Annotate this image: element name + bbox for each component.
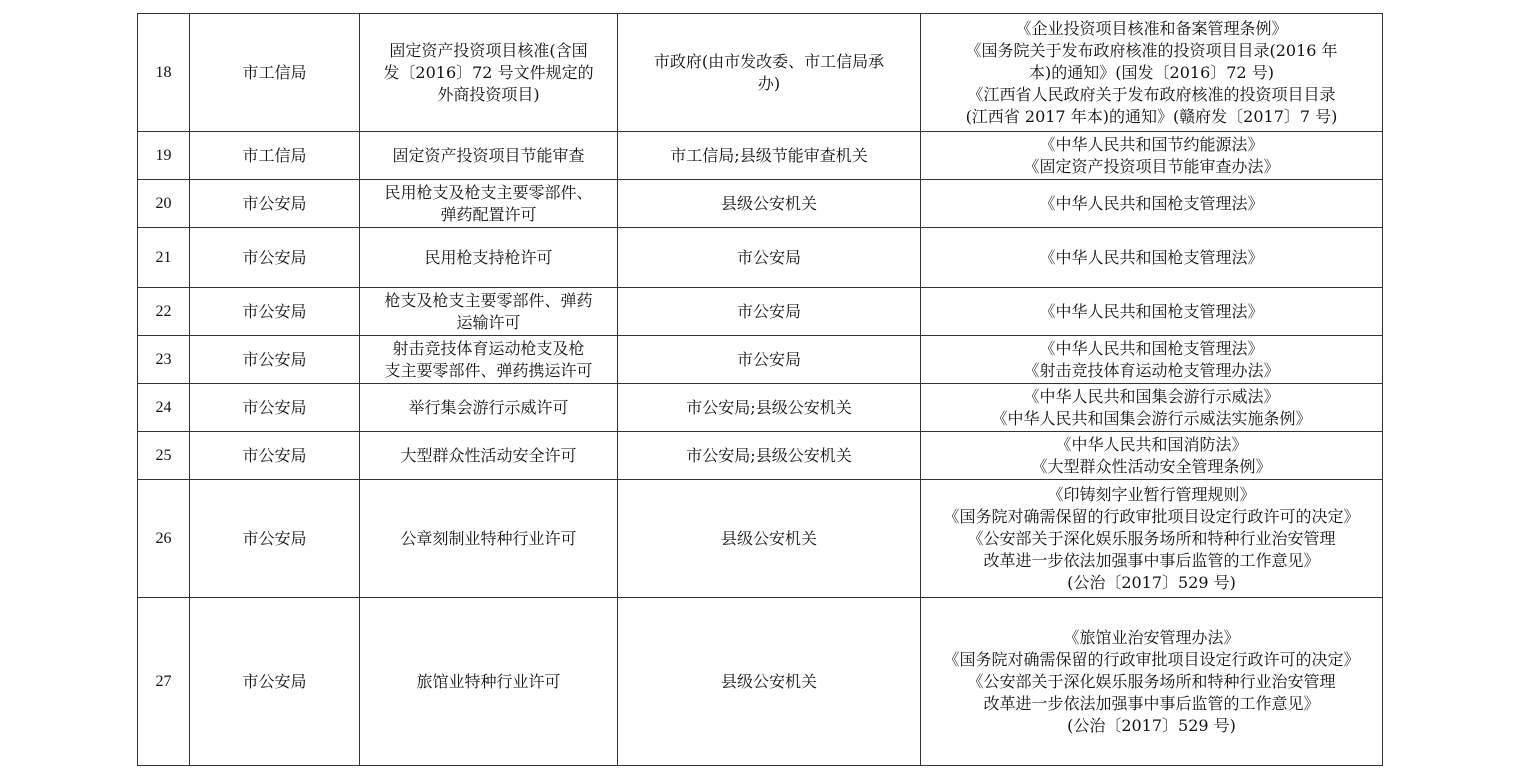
row-number: 22 [138, 288, 190, 336]
legal-basis-cell [921, 480, 1383, 598]
item-name-line: 举行集会游行示威许可 [408, 397, 569, 417]
row-number: 24 [138, 384, 190, 432]
item-name-line: 射击竞技体育运动枪支及枪 [392, 338, 585, 358]
legal-basis-line: 改革进一步依法加强事中事后监管的工作意见》 [983, 550, 1320, 570]
authority-line: 市公安局;县级公安机关 [686, 445, 852, 465]
item-name-line: 固定资产投资项目节能审查 [392, 145, 585, 165]
legal-basis-line: 《中华人民共和国枪支管理法》 [1039, 338, 1264, 358]
table-row [138, 432, 1383, 480]
department-cell: 市公安局 [190, 336, 360, 384]
item-name-line: 民用枪支持枪许可 [424, 247, 553, 267]
authority-line: 县级公安机关 [720, 671, 817, 691]
table-row [138, 336, 1383, 384]
item-name-line: 公章刻制业特种行业许可 [400, 528, 577, 548]
department-cell: 市公安局 [190, 598, 360, 766]
legal-basis-cell [921, 132, 1383, 180]
authority-cell [618, 288, 921, 336]
department-cell: 市公安局 [190, 480, 360, 598]
authority-line: 市公安局 [736, 301, 801, 321]
authority-line: 市政府(由市发改委、市工信局承 [653, 51, 885, 71]
authority-line: 市工信局;县级节能审查机关 [670, 145, 868, 165]
legal-basis-cell [921, 336, 1383, 384]
authority-line: 市公安局 [736, 349, 801, 369]
legal-basis-cell [921, 14, 1383, 132]
row-number: 20 [138, 180, 190, 228]
department-cell: 市工信局 [190, 132, 360, 180]
legal-basis-line: 《中华人民共和国节约能源法》 [1039, 134, 1264, 154]
department-cell: 市公安局 [190, 228, 360, 288]
item-name-cell [360, 288, 618, 336]
item-name-cell [360, 432, 618, 480]
legal-basis-cell [921, 598, 1383, 766]
legal-basis-line: 《国务院对确需保留的行政审批项目设定行政许可的决定》 [943, 506, 1360, 526]
legal-basis-line: 《大型群众性活动安全管理条例》 [1031, 456, 1272, 476]
legal-basis-line: (公治〔2017〕529 号) [1067, 715, 1236, 735]
row-number: 19 [138, 132, 190, 180]
department-cell: 市工信局 [190, 14, 360, 132]
legal-basis-cell [921, 384, 1383, 432]
legal-basis-cell [921, 228, 1383, 288]
item-name-cell [360, 14, 618, 132]
approval-items-table [137, 13, 1383, 766]
item-name-cell [360, 480, 618, 598]
item-name-line: 固定资产投资项目核准(含国 [389, 40, 588, 60]
item-name-cell [360, 228, 618, 288]
legal-basis-cell [921, 432, 1383, 480]
item-name-line: 弹药配置许可 [440, 204, 537, 224]
authority-cell [618, 132, 921, 180]
table-row [138, 598, 1383, 766]
item-name-line: 运输许可 [456, 312, 521, 332]
legal-basis-line: 《公安部关于深化娱乐服务场所和特种行业治安管理 [967, 671, 1336, 691]
table-row [138, 180, 1383, 228]
table-row [138, 480, 1383, 598]
authority-cell [618, 14, 921, 132]
row-number: 25 [138, 432, 190, 480]
authority-cell [618, 598, 921, 766]
legal-basis-line: 《中华人民共和国集会游行示威法》 [1023, 386, 1280, 406]
authority-cell [618, 384, 921, 432]
item-name-line: 外商投资项目) [437, 84, 540, 104]
department-cell: 市公安局 [190, 180, 360, 228]
legal-basis-line: 《江西省人民政府关于发布政府核准的投资项目目录 [967, 84, 1336, 104]
legal-basis-line: 《中华人民共和国消防法》 [1055, 434, 1248, 454]
item-name-line: 枪支及枪支主要零部件、弹药 [384, 290, 593, 310]
department-cell: 市公安局 [190, 288, 360, 336]
legal-basis-line: 《射击竞技体育运动枪支管理办法》 [1023, 360, 1280, 380]
department-cell: 市公安局 [190, 432, 360, 480]
authority-line: 县级公安机关 [720, 193, 817, 213]
item-name-cell [360, 180, 618, 228]
authority-line: 办) [757, 73, 781, 93]
item-name-cell [360, 132, 618, 180]
item-name-line: 大型群众性活动安全许可 [400, 445, 577, 465]
department-cell: 市公安局 [190, 384, 360, 432]
legal-basis-line: (公治〔2017〕529 号) [1067, 572, 1236, 592]
table-row [138, 132, 1383, 180]
legal-basis-line: 《国务院关于发布政府核准的投资项目目录(2016 年 [965, 40, 1338, 60]
authority-cell [618, 432, 921, 480]
table-row [138, 228, 1383, 288]
legal-basis-line: 《企业投资项目核准和备案管理条例》 [1015, 18, 1288, 38]
table-row [138, 14, 1383, 132]
legal-basis-line: 《中华人民共和国枪支管理法》 [1039, 301, 1264, 321]
legal-basis-line: 《中华人民共和国枪支管理法》 [1039, 247, 1264, 267]
legal-basis-line: 本)的通知》(国发〔2016〕72 号) [1029, 62, 1274, 82]
item-name-line: 发〔2016〕72 号文件规定的 [383, 62, 594, 82]
legal-basis-line: 《国务院对确需保留的行政审批项目设定行政许可的决定》 [943, 649, 1360, 669]
authority-line: 县级公安机关 [720, 528, 817, 548]
item-name-cell [360, 336, 618, 384]
authority-cell [618, 228, 921, 288]
authority-line: 市公安局;县级公安机关 [686, 397, 852, 417]
row-number: 26 [138, 480, 190, 598]
legal-basis-line: 《印铸刻字业暂行管理规则》 [1047, 484, 1256, 504]
legal-basis-line: 《中华人民共和国集会游行示威法实施条例》 [991, 408, 1312, 428]
table-row [138, 288, 1383, 336]
legal-basis-cell [921, 180, 1383, 228]
table-body [138, 14, 1383, 766]
table-row [138, 384, 1383, 432]
legal-basis-line: 《固定资产投资项目节能审查办法》 [1023, 156, 1280, 176]
row-number: 23 [138, 336, 190, 384]
legal-basis-line: 《公安部关于深化娱乐服务场所和特种行业治安管理 [967, 528, 1336, 548]
authority-cell [618, 336, 921, 384]
item-name-line: 民用枪支及枪支主要零部件、 [384, 182, 593, 202]
item-name-cell [360, 384, 618, 432]
legal-basis-line: 《旅馆业治安管理办法》 [1063, 627, 1240, 647]
legal-basis-cell [921, 288, 1383, 336]
row-number: 21 [138, 228, 190, 288]
item-name-cell [360, 598, 618, 766]
authority-line: 市公安局 [736, 247, 801, 267]
legal-basis-line: (江西省 2017 年本)的通知》(赣府发〔2017〕7 号) [965, 106, 1338, 126]
authority-cell [618, 480, 921, 598]
legal-basis-line: 《中华人民共和国枪支管理法》 [1039, 193, 1264, 213]
row-number: 27 [138, 598, 190, 766]
legal-basis-line: 改革进一步依法加强事中事后监管的工作意见》 [983, 693, 1320, 713]
row-number: 18 [138, 14, 190, 132]
authority-cell [618, 180, 921, 228]
item-name-line: 旅馆业特种行业许可 [416, 671, 561, 691]
item-name-line: 支主要零部件、弹药携运许可 [384, 360, 593, 380]
